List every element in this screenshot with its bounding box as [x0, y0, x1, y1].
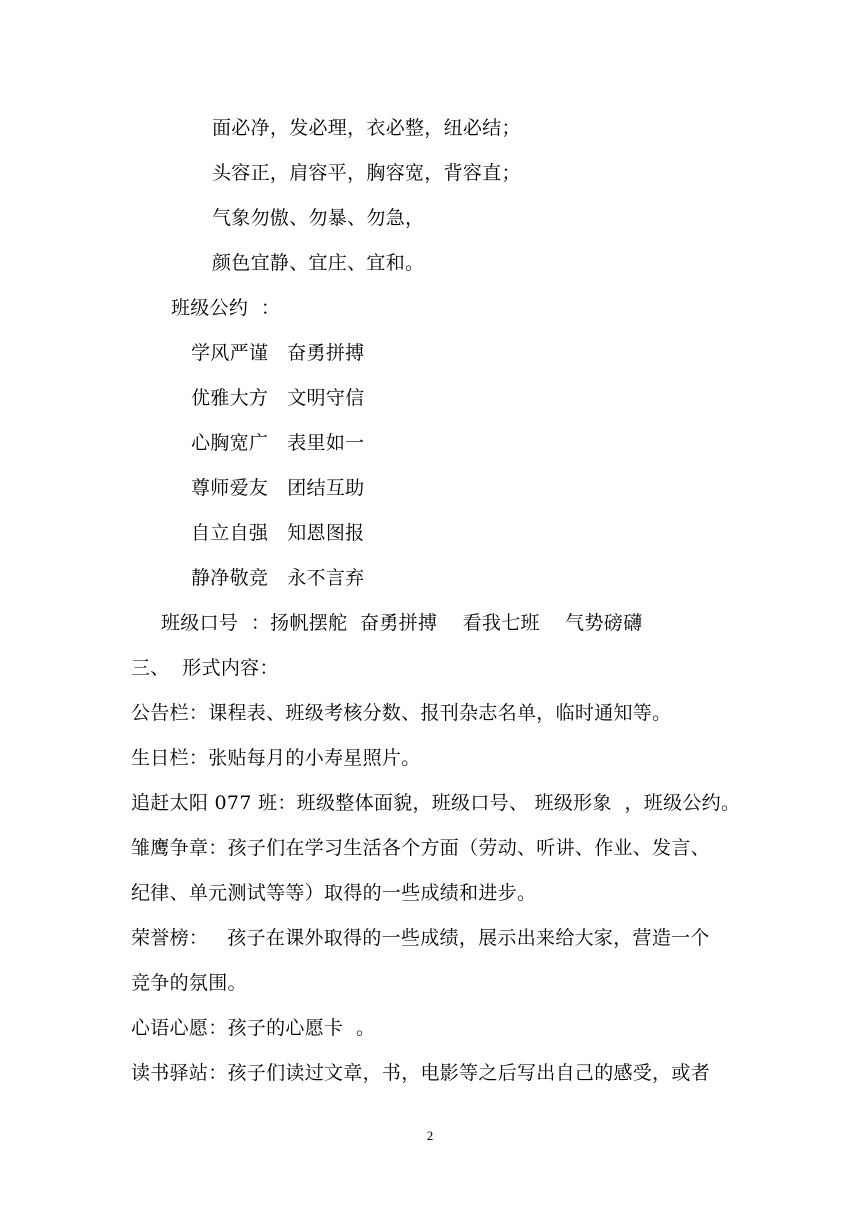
convention-item-5: 自立自强 知恩图报 [191, 522, 365, 544]
content-line-5: 纪律、单元测试等等）取得的一些成绩和进步。 [131, 882, 537, 904]
content-line-9: 读书驿站：孩子们读过文章，书，电影等之后写出自己的感受，或者 [131, 1062, 711, 1084]
convention-title: 班级公约 ： [171, 297, 281, 319]
poem-line-2: 头容正，肩容平，胸容宽，背容直； [212, 162, 521, 184]
convention-item-6: 静净敬竞 永不言弃 [191, 567, 365, 589]
poem-line-1: 面必净，发必理，衣必整，纽必结； [212, 117, 521, 139]
convention-item-1: 学风严谨 奋勇拼搏 [191, 342, 365, 364]
poem-line-3: 气象勿傲、勿暴、勿急， [212, 207, 425, 229]
content-line-2: 生日栏：张贴每月的小寿星照片。 [131, 747, 421, 769]
convention-item-2: 优雅大方 文明守信 [191, 387, 365, 409]
section-heading: 三、 形式内容： [131, 657, 279, 679]
poem-line-4: 颜色宜静、宜庄、宜和。 [212, 252, 425, 274]
convention-item-3: 心胸宽广 表里如一 [191, 432, 365, 454]
content-line-8: 心语心愿：孩子的心愿卡 。 [131, 1017, 376, 1039]
content-line-6: 荣誉榜： 孩子在课外取得的一些成绩，展示出来给大家，营造一个 [131, 927, 710, 949]
content-line-4: 雏鹰争章：孩子们在学习生活各个方面（劳动、听讲、作业、发言、 [131, 837, 711, 859]
class-slogan: 班级口号 ：扬帆摆舵 奋勇拼搏 看我七班 气势磅礴 [161, 612, 643, 634]
content-line-1: 公告栏：课程表、班级考核分数、报刊杂志名单，临时通知等。 [131, 702, 672, 724]
content-line-7: 竞争的氛围。 [131, 972, 247, 994]
content-line-3: 追赶太阳 077 班：班级整体面貌，班级口号、 班级形象 ，班级公约。 [131, 792, 741, 814]
page-number: 2 [426, 1128, 434, 1143]
convention-item-4: 尊师爱友 团结互助 [191, 477, 365, 499]
